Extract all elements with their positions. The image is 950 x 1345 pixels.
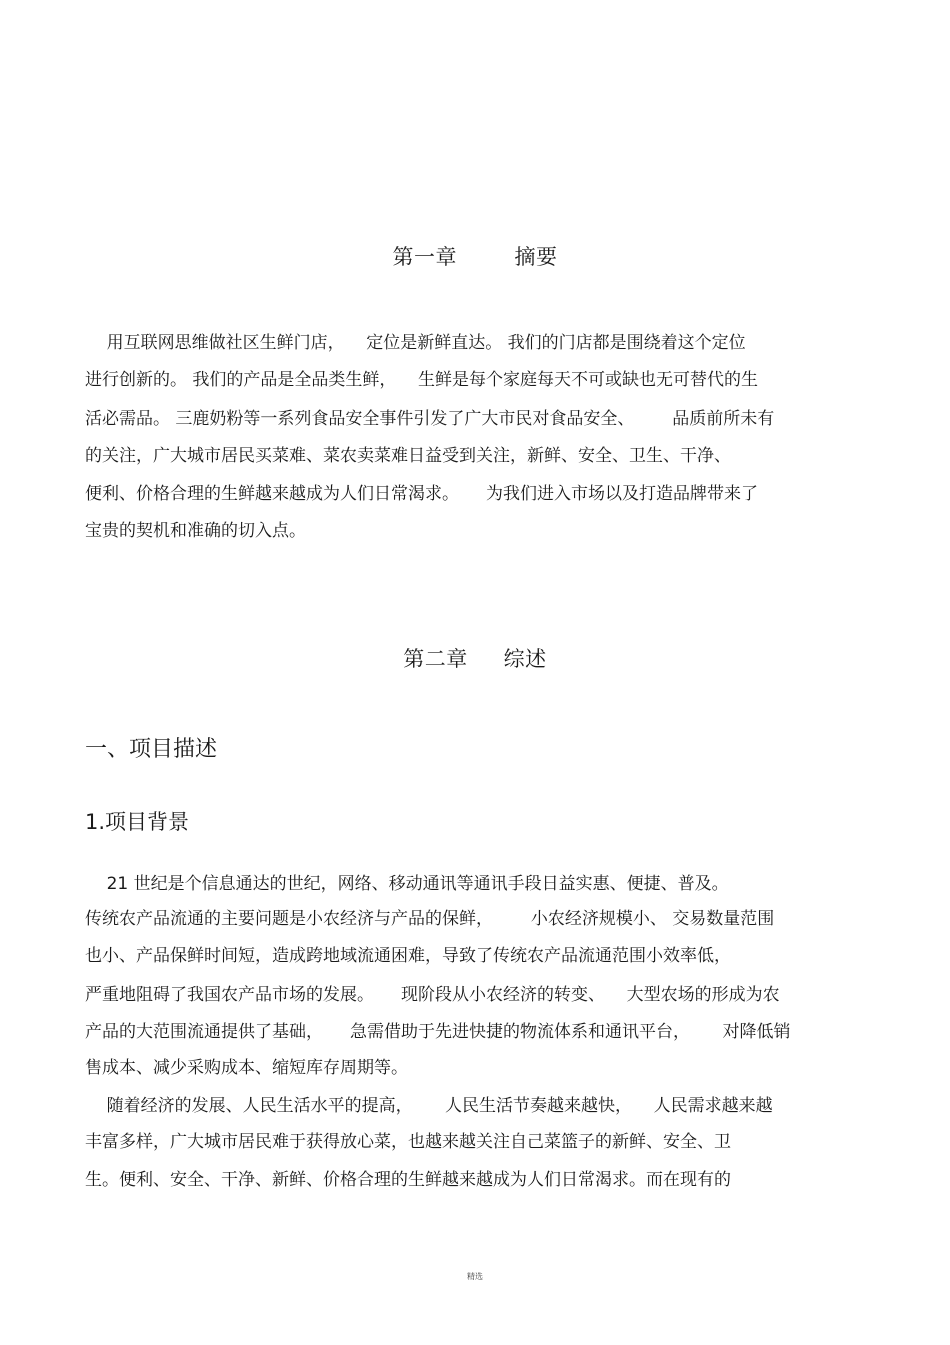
paragraph-line: 产品的大范围流通提供了基础， 急需借助于先进快捷的物流体系和通讯平台， 对降低销 [85,1022,791,1042]
paragraph-line: 便利、价格合理的生鲜越来越成为人们日常渴求。 为我们进入市场以及打造品牌带来了 [85,484,759,504]
paragraph-line: 传统农产品流通的主要问题是小农经济与产品的保鲜， 小农经济规模小、 交易数量范围 [85,909,775,929]
paragraph-line: 生。便利、安全、干净、新鲜、价格合理的生鲜越来越成为人们日常渴求。而在现有的 [85,1170,731,1190]
paragraph-line: 丰富多样，广大城市居民难于获得放心菜，也越来越关注自己菜篮子的新鲜、安全、卫 [85,1132,731,1152]
subsection-heading: 1.项目背景 [85,810,190,834]
paragraph-line: 进行创新的。 我们的产品是全品类生鲜， 生鲜是每个家庭每天不可或缺也无可替代的生 [85,370,759,390]
paragraph-line: 宝贵的契机和准确的切入点。 [85,521,306,541]
paragraph-line: 活必需品。 三鹿奶粉等一系列食品安全事件引发了广大市民对食品安全、 品质前所未有 [85,409,775,429]
paragraph-line: 用互联网思维做社区生鲜门店， 定位是新鲜直达。 我们的门店都是围绕着这个定位 [85,333,746,353]
chapter1-title: 第一章 摘要 [392,245,558,269]
paragraph-line: 21 世纪是个信息通达的世纪，网络、移动通讯等通讯手段日益实惠、便捷、普及。 [85,874,729,894]
section-heading: 一、项目描述 [85,737,218,762]
paragraph-line: 严重地阻碍了我国农产品市场的发展。 现阶段从小农经济的转变、 大型农场的形成为农 [85,985,780,1005]
paragraph-line: 的关注，广大城市居民买菜难、菜农卖菜难日益受到关注，新鲜、安全、卫生、干净、 [85,446,731,466]
chapter2-title: 第二章 综述 [403,647,547,671]
paragraph-line: 随着经济的发展、人民生活水平的提高， 人民生活节奏越来越快， 人民需求越来越 [85,1096,773,1116]
paragraph-line: 售成本、减少采购成本、缩短库存周期等。 [85,1058,408,1078]
page-footer: 精选 [467,1272,483,1281]
paragraph-line: 也小、产品保鲜时间短，造成跨地域流通困难，导致了传统农产品流通范围小效率低， [85,946,731,966]
